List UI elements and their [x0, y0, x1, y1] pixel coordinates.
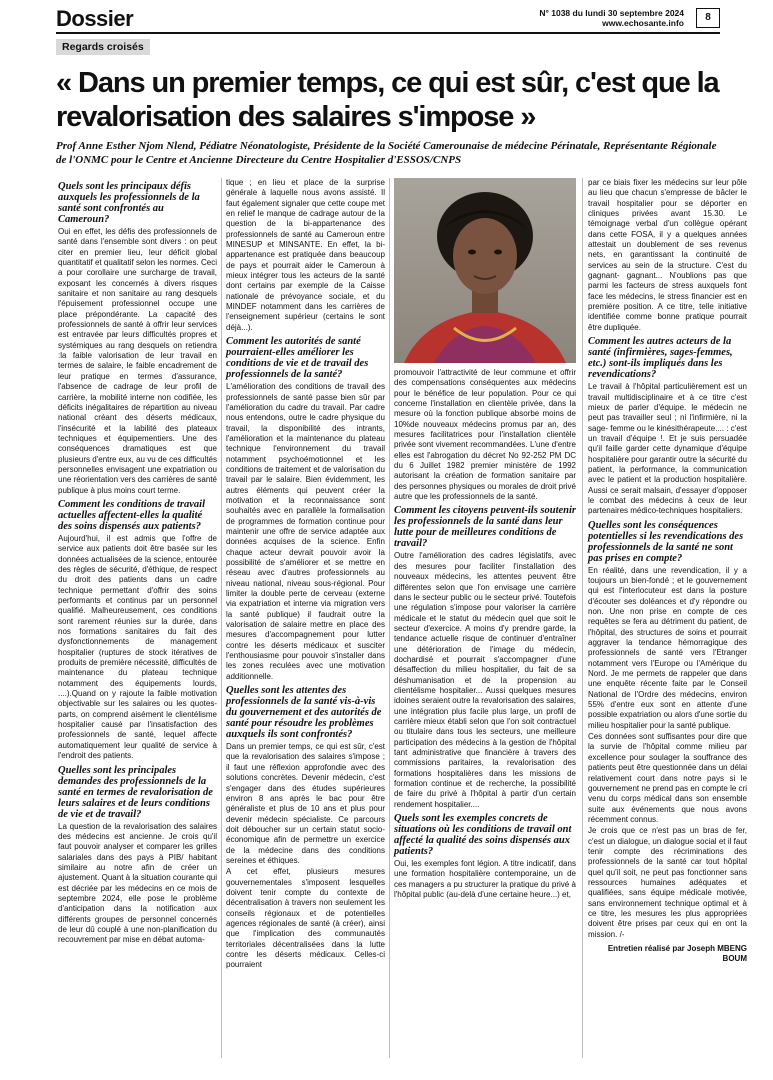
website: www.echosante.info	[602, 17, 684, 28]
interview-question: Quels sont les exemples concrets de situations où les conditions de travail ont affecté la qualité des soins dispensés aux patients?	[394, 813, 572, 858]
answer-paragraph: Oui, les exemples font légion. A titre indicatif, dans une formation hospitalière contemporaine, un de ces managers a pu structurer la pratique du privé à l'hôpital public (au-delà d'une certaine heure...) et,	[394, 859, 576, 900]
answer-paragraph: Ces données sont suffisantes pour dire que la survie de l'hôpital comme milieu par excellence pour soulager la souffrance des patients peut être questionnée dans un délai relativement court dans notre pays si le gouvernement ne prend pas en compte le cri venu du corps médical dans son ensemble suite aux événements que nous avons récemment connus.	[588, 732, 747, 824]
answer-paragraph: Dans un premier temps, ce qui est sûr, c'est que la revalorisation des salaires s'impose ; il faut une réflexion approfondie avec des solutions concrètes. Devenir médecin, c'est s'engager dans des études supérieures environ 8 ans après le bac pour être généraliste et plus de 10 ans et plus pour devenir médecin spécialiste. Ce parcours doit déboucher sur un certain statut socio-économique afin de permettre un exercice de la médecine dans des conditions sereines et éthiques.	[226, 742, 385, 865]
answer-paragraph: tique ; en lieu et place de la surprise générale à laquelle nous avons assisté. Il faut également signaler que cette coupe met en relief le manque de cadrage autour de la question de la bi-appartenance des professionnels de santé au Cameroun entre MINESUP et MINSANTE. En effet, la bi-appartenance est pratiquée dans beaucoup de pays et pourrait aider le Cameroun à mieux intégrer tous les acteurs de la santé dont certains par exemple de la Caisse nationale de prévoyance sociale, et du MINDEF notamment dans les carrières de l'enseignement supérieur (certains le sont déjà...).	[226, 178, 385, 332]
interview-question: Comment les autres acteurs de la santé (infirmières, sages-femmes, etc.) sont-ils impliqués dans les revendications?	[588, 336, 733, 381]
answer-paragraph: Je crois que ce n'est pas un bras de fer, c'est un dialogue, un dialogue social et il faut tenir compte des récriminations des professionnels de la santé car tout hôpital quel qu'il soit, ne peut pas fonctionner sans ressources humaines adéquates et qualifiées, sans équipe médicale motivée, sans environnement technique optimal et à ce titre, les mesures les plus appropriées doivent être prises par ceux qui en ont la mission. /-	[588, 826, 747, 939]
article-column-4	[588, 178, 747, 1058]
interview-question: Quelles sont les conséquences potentielles si les revendications des professionnels de la santé ne sont pas prises en compte?	[588, 519, 744, 564]
headline: « Dans un premier temps, ce qui est sûr, c'est que la revalorisation des salaires s'impose »	[56, 67, 719, 133]
article-column-2	[226, 178, 385, 1058]
answer-paragraph: A cet effet, plusieurs mesures gouvernementales s'imposent lesquelles doivent tenir compte du contexte de décentralisation à travers non seulement les conseils régionaux et de potentielles agences régionales de santé (à créer), ainsi que l'implication des communautés territoriales décentralisées dans la lutte contre les déserts médicaux. Celles-ci pourraient	[226, 867, 385, 970]
interview-question: Comment les citoyens peuvent-ils soutenir les professionnels de la santé dans leur lutte pour de meilleures conditions de travail?	[394, 505, 577, 550]
article-column-3	[394, 368, 576, 1058]
issue-info	[539, 9, 684, 29]
interview-credit: Entretien réalisé par Joseph MBENG BOUM	[607, 944, 747, 963]
byline: Prof Anne Esther Njom Nlend, Pédiatre Néonatologiste, Présidente de la Société Camerounaise de médecine Périnatale, Représentante Régionale de l'ONMC pour le Centre et Ancienne Directeure du Centre Hospitalier d'ESSOS/CNPS	[56, 140, 717, 166]
article-column-1	[58, 178, 217, 1058]
portrait-illustration	[394, 178, 576, 363]
issue-date: N° 1038 du lundi 30 septembre 2024	[539, 8, 684, 18]
answer-paragraph: promouvoir l'attractivité de leur commune et offrir des compensations conséquentes aux médecins pour le bénéfice de leur population. Pour ce qui concerne l'installation en clientèle privée, dans la mesure où la fonction publique absorbe moins de 10%de nouveaux médecins promus par an, des mesures facilitatrices pour l'installation clientèle privée sont vivement recommandées. L'une d'entre elles est l'abrogation du décret No 92-252 PM DC du 6 Juillet 1982 premier ministère de 1992 autorisant la création de formation sanitaire par des personnes physiques ou morales de droit privé autre que les professionnels de la santé.	[394, 368, 576, 502]
page-number: 8	[696, 8, 720, 28]
answer-paragraph: L'amélioration des conditions de travail des professionnels de santé passe bien sûr par l'amélioration du cadre du travail. Par cadre nous entendons, outre le cadre physique du travail, la disponibilité des intrants, l'amélioration et la maintenance du plateau technique l'environnement du travail notamment psychoémotionnel et les conditions de traitement et de valorisation du travail par le salaire. Bien évidemment, les autres éléments qui peuvent créer la motivation et la reconnaissance sont souhaités avec en parallèle la formalisation de programmes de formation continue pour maintenir une offre de service adaptée aux données acquises de la science. Enfin chaque acteur devrait pouvoir avoir la possibilité de s'améliorer et se mettre en réseau avec d'autres professionnels au niveau national, niveau sous-régional. Pour limiter la double perte de cerveau (externe via expatriation et interne via migration vers la santé publique) il faudrait outre la valorisation de salaire mettre en place des mesures d'accompagnement pour lutter contre les déserts médicaux et susciter l'enthousiasme pour pouvoir s'installer dans les zones reculées avec une motivation additionnelle.	[226, 382, 385, 681]
portrait-photo	[394, 178, 576, 363]
column-rule	[221, 178, 222, 1058]
answer-paragraph: par ce biais fixer les médecins sur leur pôle au lieu que chacun s'empresse de bâcler le travail hospitalier pour se déporter en cliniques privées avant 15.30. Le témoignage verbal d'un collègue opérant dans cette FOSA, il y a quelques années attestait un doublement de ses revenus nets, en garantissant la continuité de services au sein de la structure. C'est du gagnant- gagnant... N'oublions pas que parmi les facteurs de stress auxquels font face les médecins, le stress financier est en première position. A ce titre, telle initiative identifiée comme bonne pratique pourrait être dupliquée.	[588, 178, 747, 332]
interview-question: Quelles sont les principales demandes des professionnels de la santé en termes de revalorisation de leurs salaires et de leurs conditions de vie et de travail?	[58, 764, 213, 820]
section-name: Dossier	[56, 6, 134, 31]
page-header	[56, 6, 720, 34]
answer-paragraph: Le travail à l'hôpital particulièrement est un travail multidisciplinaire et à ce titre c'est mieux de parler d'équipe. le médecin ne peut pas travailler seul ; ni l'infirmière, ni la sage- femme ou le kinésithérapeute.... : c'est un travail d'équipe !. Et je suis persuadée qu'il faille garder cette dynamique d'équipe hospitalière pour garantir outre la sécurité du patient, la performance, la communication avec le patient et la production hospitalière. Aussi ce serait malsain, d'essayer d'opposer le combat des médecins à ceux de leur partenaires médico-techniques hospitaliers.	[588, 382, 747, 516]
answer-paragraph: Outre l'amélioration des cadres législatifs, avec des mesures pour faciliter l'installation des nouveaux médecins, les attentes peuvent être différentes selon que l'on envisage une carrière dans le secteur public ou le secteur privé. Toutefois une régulation s'impose pour valoriser la carrière médicale et le statut du médecin quel que soit le secteur d'exercice. A moins d'y prendre garde, la tendance actuelle risque de continuer d'entraîner une détérioration de l'image du médecin, dochardisé et pourrait s'accompagner d'une désaffection du milieu hospitalier, du fait de sa déshumanisation et de la propension au clientélisme hospitalier... Aussi quelques mesures idoines seraient outre la revalorisation des salaires, une intégration plus facile plus large, un profil de carrière mieux établi selon que l'on soit contractuel ou titulaire dans tous les secteurs, une meilleure participation des médecins à la gestion de l'hôpital tant administrative que financière à travers des commissions paritaires, la revalorisation des formations hospitalières dans les missions de formation continue et de recherche, la possibilité de faire du privé à l'hôpital à partir d'un certain rendement hospitalier....	[394, 551, 576, 809]
answer-paragraph: La question de la revalorisation des salaires des médecins est ancienne. Je crois qu'il faut pouvoir analyser et comparer les grilles salariales dans des pays à PIB/ habitant similaire au notre afin de créer un ajustement. Quant à la situation courante qui est décriée par les médecins en ce mois de septembre 2024, elle pose le problème d'anticipation dans la notification aux différents groupes de personnel concernés de leur dû couplé à une non-planification du recouvrement par mise en débat automa-	[58, 821, 217, 945]
answer-paragraph: En réalité, dans une revendication, il y a toujours un bien-fondé ; et le gouvernement qui est l'interlocuteur est dans la posture d'écouter ses doléances et d'y répondre ou non. Une non prise en compte de ces requêtes se fera au détriment du patient, de l'hôpital, des structures de soins et pourrait aggraver la tendance hémorragique des professionnels de santé vers l'Etranger notamment vers l'Europe ou l'Amérique du Nord. Je me permets de rappeler que dans une enquête récente faite par le Conseil National de l'Ordre des médecins, environ 55% d'entre eux sont en attente d'une possible expatriation ou alors d'une sortie du milieu hospitalier pour la santé publique.	[588, 565, 747, 730]
answer-paragraph: Aujourd'hui, il est admis que l'offre de service aux patients doit être basée sur les données actualisées de la science, entourée des règles de sécurité, d'éthique, de respect du droit des patients dans un cadre technique permettant d'offrir des soins performants et continus par un personnel qualifié. Malheureusement, ces conditions sont rarement réunies sur la durée, dans nos formations sanitaires du fait des dysfonctionnements de management hospitalier (ruptures de stock itératives de produits de première nécessité, difficultés de maintenance du plateau technique notamment des équipements lourds, ....).Quand on y rajoute la faible motivation objectivable sur les salaires ou les quotes-parts, on comprend aisément le clientélisme hospitalier causé par l'insatisfaction des professionnels de santé, lequel affecte automatiquement leur qualité de service à l'endroit des patients.	[58, 533, 217, 761]
interview-question: Quels sont les principaux défis auxquels les professionnels de la santé sont confrontés au Cameroun?	[58, 181, 200, 225]
column-rule	[389, 178, 390, 1058]
interview-question: Quelles sont les attentes des professionnels de la santé vis-à-vis du gouvernement et des autorités de santé pour résoudre les problèmes auxquels ils sont confrontés?	[226, 685, 382, 741]
interview-question: Comment les conditions de travail actuelles affectent-elles la qualité des soins dispensés aux patients?	[58, 498, 206, 532]
kicker: Regards croisés	[56, 39, 150, 55]
column-rule	[582, 178, 583, 1058]
interview-question: Comment les autorités de santé pourraient-elles améliorer les conditions de vie et de travail des professionnels de la santé?	[226, 336, 369, 381]
answer-paragraph: Oui en effet, les défis des professionnels de santé dans l'ensemble sont divers : on peut citer en premier lieu, leur déficit global quantitatif et qualitatif selon les normes. Ceci a pour corollaire une surcharge de travail, exposant les concernés à divers risques sanitaire et non sanitaire au rang desquels l'épuisement professionnel occupe une place prépondérante. La capacité des professionnels de santé à offrir leur services est entravée par leurs difficultés propres et systémiques au rang desquels on retiendra :la faible valorisation de leur travail en termes de salaire, le faible encadrement de leur pratique en termes d'assurance, l'absence de cadrage de leur profil de carrière, la mobilité interne non codifiée, les déficits inégalitaires de répartition au niveau national créant des déserts médicaux, l'insécurité et la labilité des plateaux techniques et équipementiers. Une des conséquences dramatiques est que plusieurs d'entre eux, au vu de ces difficultés personnelles envisagent une expatriation ou une réorientation vers des carrières de santé publique à plus moins court terme.	[58, 227, 217, 495]
